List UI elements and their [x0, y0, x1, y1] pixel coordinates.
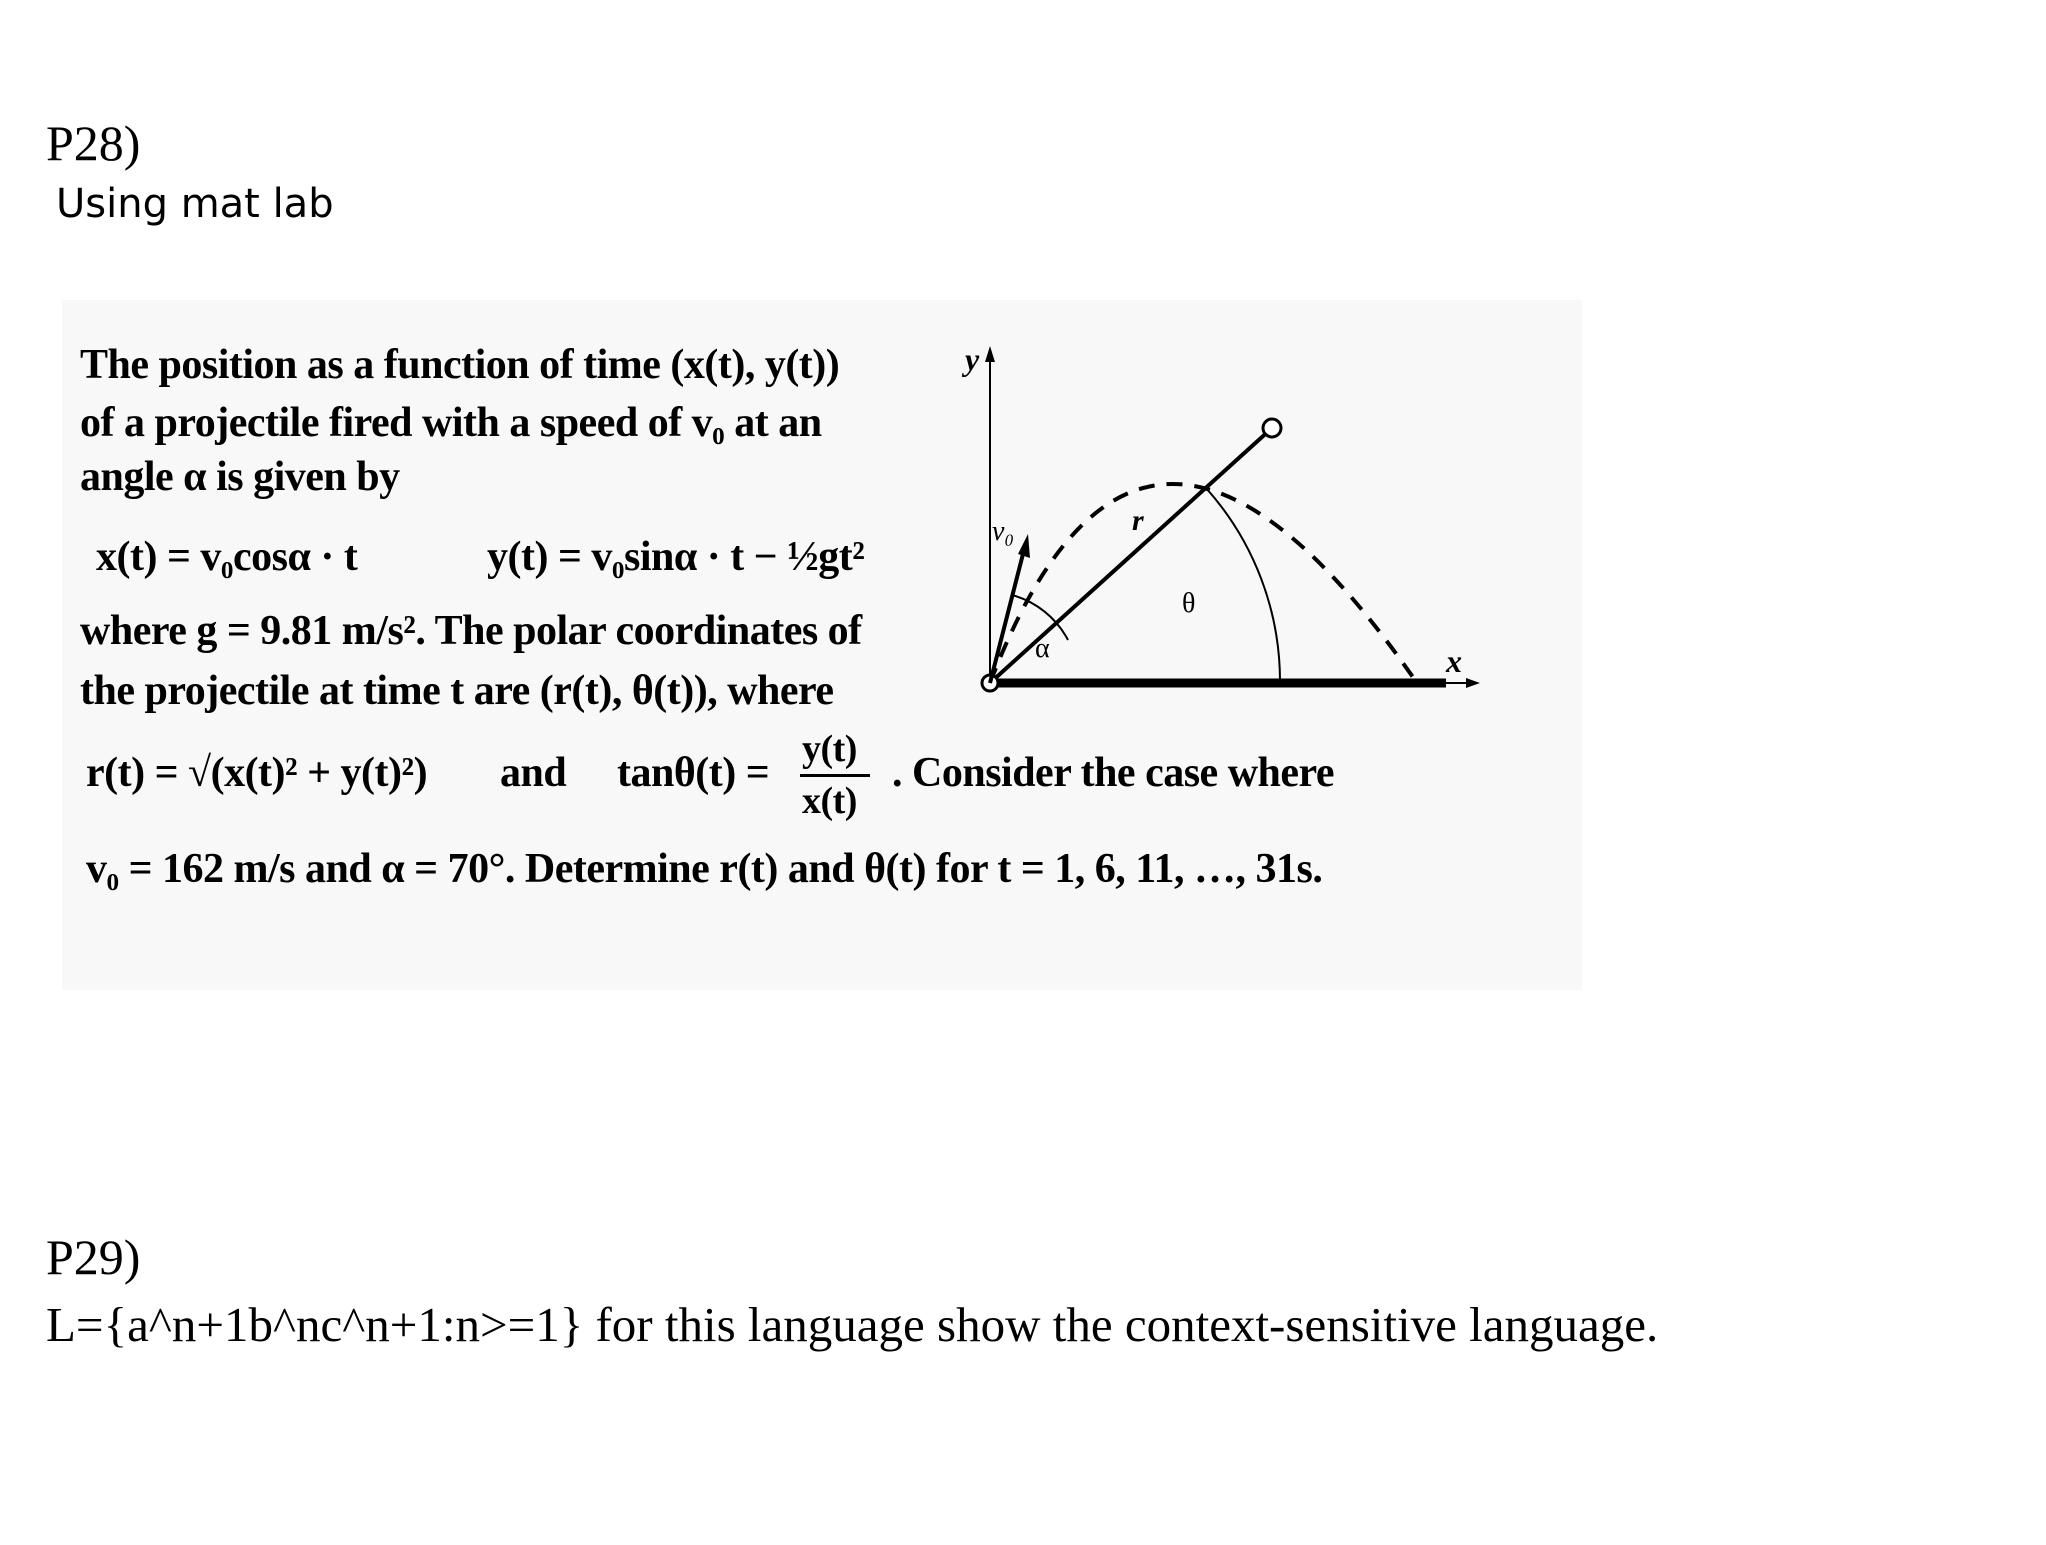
equation-x: x(t) = v₀cosα · t — [96, 534, 358, 580]
x-axis-arrow — [1466, 678, 1480, 688]
problem-figure — [62, 300, 1582, 990]
position-vector-r — [990, 428, 1272, 683]
equation-r: r(t) = √(x(t)² + y(t)²) — [86, 750, 428, 796]
y-axis-label: y — [965, 341, 980, 377]
theta-label: θ — [1182, 588, 1196, 619]
equation-tan-denominator: x(t) — [802, 780, 857, 822]
equation-tan-lhs: tanθ(t) = — [617, 750, 770, 796]
alpha-label: α — [1035, 633, 1050, 664]
r-label: r — [1132, 504, 1144, 537]
problem-28-label: P28) — [46, 115, 141, 171]
problem-28-subtitle: Using mat lab — [56, 181, 334, 227]
v0-label: v₀ — [992, 516, 1015, 547]
figure-text-consider: . Consider the case where — [892, 750, 1335, 796]
equation-and: and — [500, 750, 567, 796]
theta-angle-arc — [1206, 488, 1280, 683]
velocity-vector-v0 — [990, 550, 1024, 683]
equation-tan-numerator: y(t) — [802, 728, 857, 770]
y-axis-arrow — [985, 346, 995, 362]
figure-text-line-5: where g = 9.81 m/s². The polar coordinates of — [80, 608, 862, 654]
velocity-arrow-head — [1018, 534, 1030, 558]
trajectory-curve — [990, 484, 1417, 683]
figure-text-line-8: v₀ = 162 m/s and α = 70°. Determine r(t) and θ(t) for t = 1, 6, 11, …, 31s. — [86, 846, 1323, 892]
figure-text-line-6: the projectile at time t are (r(t), θ(t)), where — [80, 668, 834, 714]
projectile-diagram — [62, 300, 1582, 990]
problem-29-label: P29) — [46, 1229, 141, 1285]
equation-y: y(t) = v₀sinα · t − ½gt² — [487, 534, 865, 580]
figure-text-line-3: angle α is given by — [80, 454, 400, 500]
figure-text-line-2: of a projectile fired with a speed of v₀ at an — [80, 400, 822, 446]
projectile-marker — [1263, 419, 1281, 437]
x-axis-label: x — [1446, 643, 1462, 679]
figure-text-line-1: The position as a function of time (x(t), y(t)) — [80, 342, 840, 388]
problem-29-text: L={a^n+1b^nc^n+1:n>=1} for this language show the context-sensitive language. — [46, 1297, 1659, 1352]
